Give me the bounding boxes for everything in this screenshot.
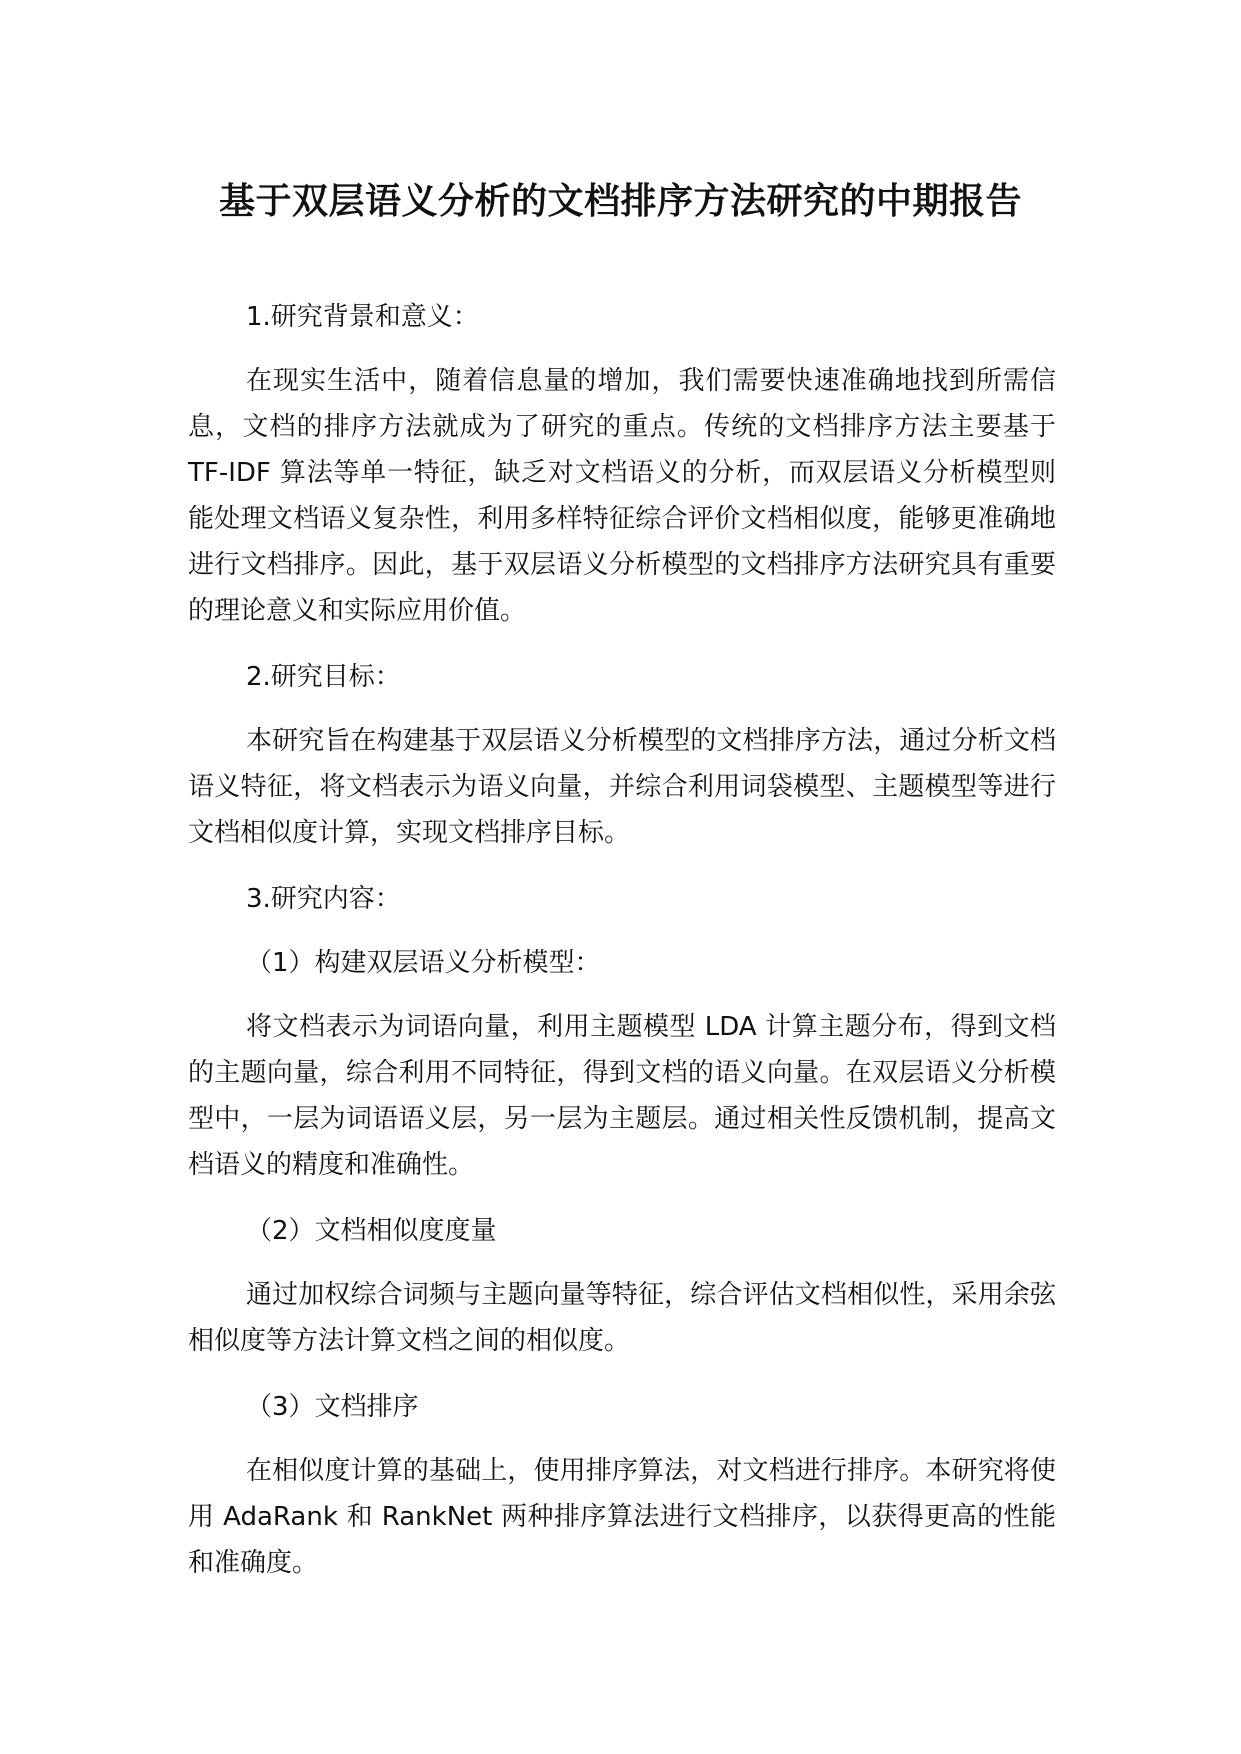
paragraph-goal: 本研究旨在构建基于双层语义分析模型的文档排序方法，通过分析文档语义特征，将文档表示为语义向量，并综合利用词袋模型、主题模型等进行文档相似度计算，实现文档排序目标。: [188, 726, 1056, 848]
section-heading-background: 1.研究背景和意义：: [246, 302, 479, 332]
paragraph-background: 在现实生活中，随着信息量的增加，我们需要快速准确地找到所需信息，文档的排序方法就成为了研究的重点。传统的文档排序方法主要基于 TF-IDF 算法等单一特征，缺乏对文档语义的分析，而双层语义分析模型则能处理文档语义复杂性，利用多样特征综合评价文档相似度，能够更准确地进行文档排序。因此，基于双层语义分析模型的文档排序方法研究具有重要的理论意义和实际应用价值。: [188, 366, 1056, 626]
section-heading-content: 3.研究内容：: [246, 884, 401, 914]
document-title: 基于双层语义分析的文档排序方法研究的中期报告: [218, 181, 1022, 222]
paragraph-similarity: 通过加权综合词频与主题向量等特征，综合评估文档相似性，采用余弦相似度等方法计算文档之间的相似度。: [188, 1280, 1056, 1356]
section-heading-goal: 2.研究目标：: [246, 662, 401, 692]
subheading-model: （1）构建双层语义分析模型：: [246, 948, 601, 978]
subheading-ranking: （3）文档排序: [246, 1392, 419, 1422]
paragraph-model: 将文档表示为词语向量，利用主题模型 LDA 计算主题分布，得到文档的主题向量，综合利用不同特征，得到文档的语义向量。在双层语义分析模型中，一层为词语语义层，另一层为主题层。通过相关性反馈机制，提高文档语义的精度和准确性。: [188, 1012, 1056, 1180]
subheading-similarity: （2）文档相似度度量: [246, 1216, 497, 1246]
paragraph-ranking: 在相似度计算的基础上，使用排序算法，对文档进行排序。本研究将使用 AdaRank 和 RankNet 两种排序算法进行文档排序，以获得更高的性能和准确度。: [188, 1456, 1056, 1578]
document-body: [188, 294, 1056, 1586]
